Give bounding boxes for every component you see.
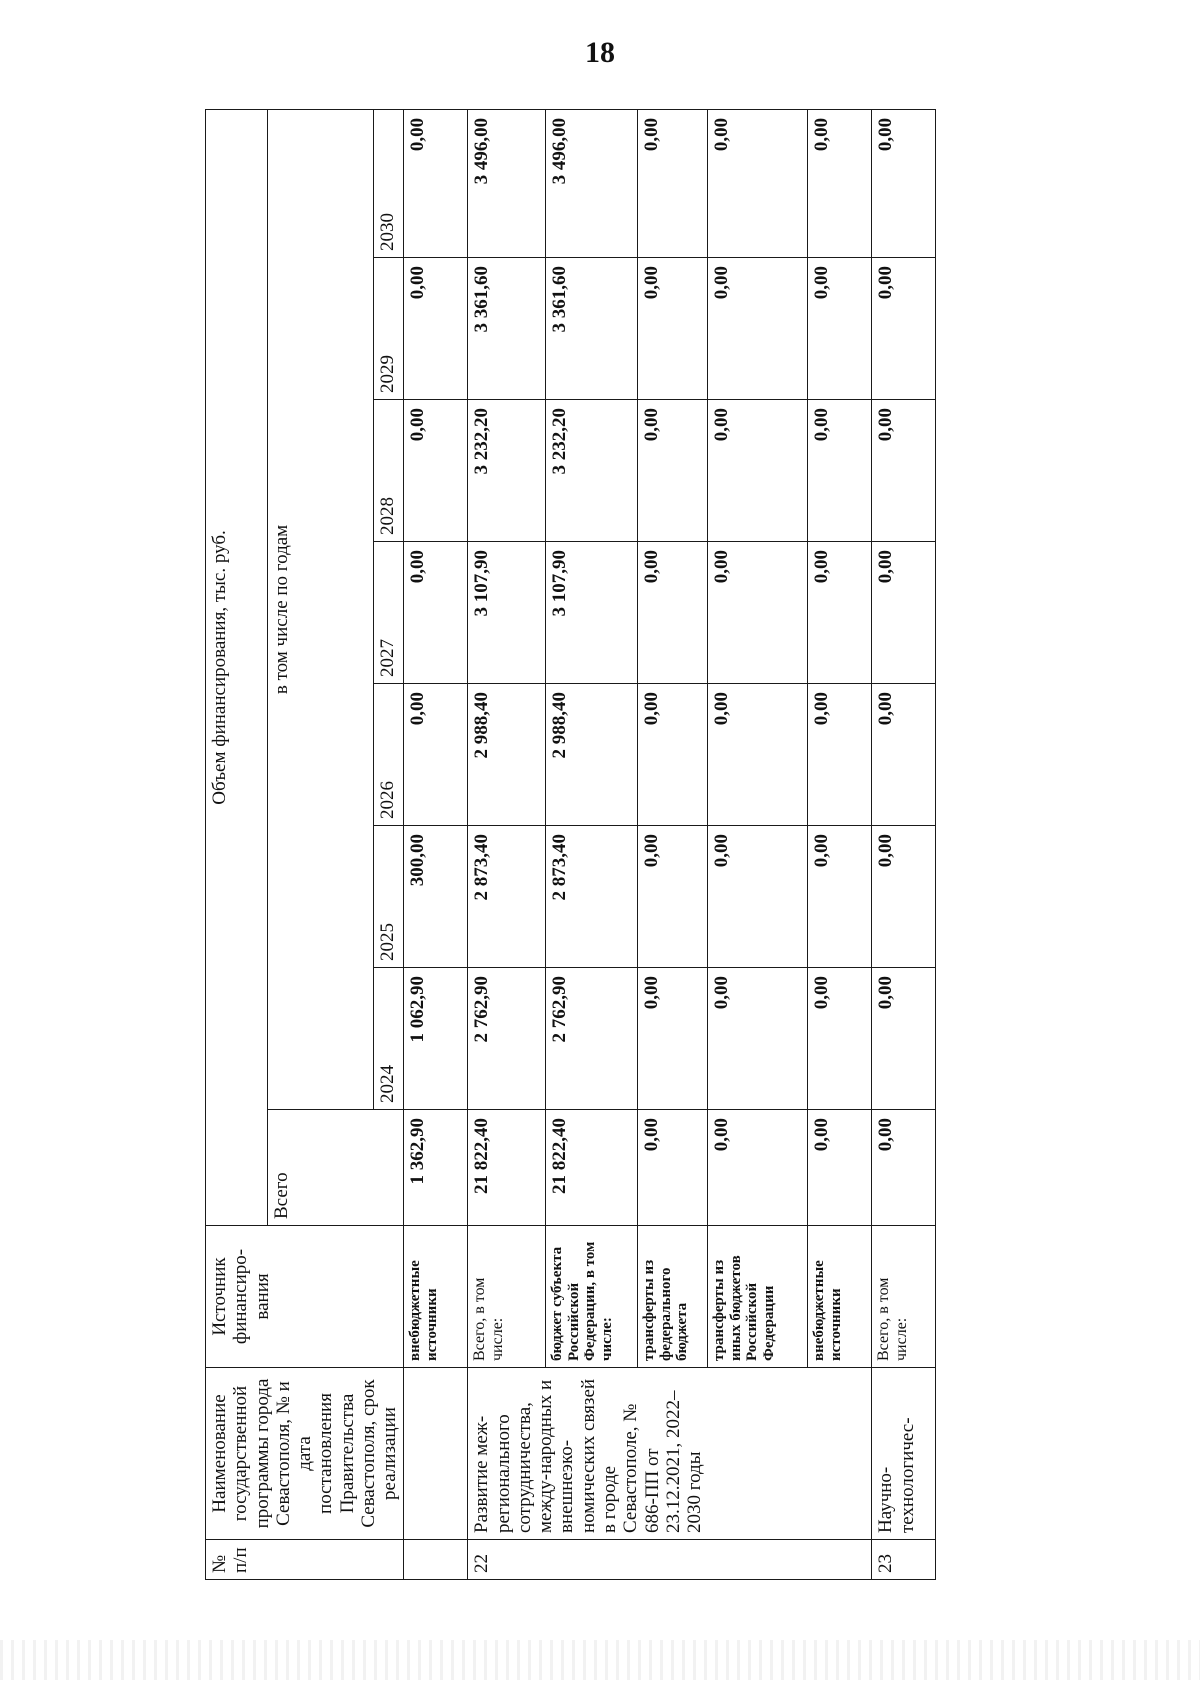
table-row <box>638 109 708 1579</box>
header-program-name: Наименование государственной программы города Севастополя, № и дата постановления Правительства Севастополя, срок реализации <box>206 1368 404 1540</box>
value-cell: 0,00 <box>708 968 808 1110</box>
value-cell: 0,00 <box>708 826 808 968</box>
header-total: Всего <box>268 1110 404 1226</box>
year-2028: 2028 <box>374 400 404 542</box>
value-cell: 3 232,20 <box>546 400 638 542</box>
funding-source: Всего, в том числе: <box>872 1226 936 1368</box>
value-cell: 0,00 <box>404 542 468 684</box>
total-cell: 0,00 <box>638 1110 708 1226</box>
value-cell: 3 107,90 <box>468 542 546 684</box>
value-cell: 0,00 <box>808 826 872 968</box>
funding-source: трансферты из федерального бюджета <box>638 1226 708 1368</box>
table-row <box>468 109 546 1579</box>
scan-noise-strip <box>0 1640 1200 1680</box>
value-cell: 0,00 <box>638 109 708 257</box>
program-name <box>404 1368 468 1540</box>
total-cell: 0,00 <box>808 1110 872 1226</box>
value-cell: 2 762,90 <box>468 968 546 1110</box>
total-cell: 0,00 <box>872 1110 936 1226</box>
value-cell: 0,00 <box>638 258 708 400</box>
header-row-1 <box>206 109 268 1579</box>
value-cell: 0,00 <box>872 542 936 684</box>
value-cell: 3 107,90 <box>546 542 638 684</box>
total-cell: 1 362,90 <box>404 1110 468 1226</box>
value-cell: 0,00 <box>872 968 936 1110</box>
value-cell: 0,00 <box>404 684 468 826</box>
year-2027: 2027 <box>374 542 404 684</box>
value-cell: 0,00 <box>808 258 872 400</box>
value-cell: 3 496,00 <box>546 109 638 257</box>
value-cell: 0,00 <box>638 400 708 542</box>
value-cell: 0,00 <box>708 542 808 684</box>
value-cell: 0,00 <box>638 826 708 968</box>
value-cell: 3 361,60 <box>468 258 546 400</box>
value-cell: 0,00 <box>808 968 872 1110</box>
row-number: 22 <box>468 1540 872 1580</box>
year-2030: 2030 <box>374 109 404 257</box>
value-cell: 300,00 <box>404 826 468 968</box>
funding-source: Всего, в том числе: <box>468 1226 546 1368</box>
row-number <box>404 1540 468 1580</box>
program-name: Развитие меж-регионального сотрудничества, между-народных и внешнеэко-номических связей в городе Севастополе, № 686-ПП от 23.12.2021, 2022–2030 годы <box>468 1368 872 1540</box>
funding-source: трансферты из иных бюджетов Российской Федерации <box>708 1226 808 1368</box>
page-number: 18 <box>585 36 615 69</box>
header-no: № п/п <box>206 1540 404 1580</box>
table-row <box>708 109 808 1579</box>
value-cell: 0,00 <box>404 258 468 400</box>
value-cell: 0,00 <box>404 109 468 257</box>
value-cell: 2 873,40 <box>468 826 546 968</box>
funding-source: внебюджетные источники <box>808 1226 872 1368</box>
value-cell: 0,00 <box>808 684 872 826</box>
value-cell: 2 762,90 <box>546 968 638 1110</box>
value-cell: 3 496,00 <box>468 109 546 257</box>
value-cell: 0,00 <box>808 109 872 257</box>
program-name: Научно-технологичес- <box>872 1368 936 1540</box>
year-2029: 2029 <box>374 258 404 400</box>
table-row <box>546 109 638 1579</box>
value-cell: 0,00 <box>708 109 808 257</box>
value-cell: 0,00 <box>708 684 808 826</box>
total-cell: 21 822,40 <box>468 1110 546 1226</box>
year-2024: 2024 <box>374 968 404 1110</box>
value-cell: 3 361,60 <box>546 258 638 400</box>
value-cell: 0,00 <box>872 109 936 257</box>
value-cell: 0,00 <box>872 400 936 542</box>
value-cell: 2 873,40 <box>546 826 638 968</box>
value-cell: 0,00 <box>638 968 708 1110</box>
header-source: Источник финансиро-вания <box>206 1226 404 1368</box>
value-cell: 0,00 <box>808 542 872 684</box>
value-cell: 0,00 <box>708 258 808 400</box>
value-cell: 0,00 <box>808 400 872 542</box>
total-cell: 0,00 <box>708 1110 808 1226</box>
year-2026: 2026 <box>374 684 404 826</box>
value-cell: 2 988,40 <box>546 684 638 826</box>
total-cell: 21 822,40 <box>546 1110 638 1226</box>
value-cell: 1 062,90 <box>404 968 468 1110</box>
value-cell: 0,00 <box>638 542 708 684</box>
funding-source: внебюджетные источники <box>404 1226 468 1368</box>
financing-table <box>205 109 936 1580</box>
table-row <box>872 109 936 1579</box>
year-2025: 2025 <box>374 826 404 968</box>
value-cell: 3 232,20 <box>468 400 546 542</box>
value-cell: 0,00 <box>872 684 936 826</box>
funding-source: бюджет субъекта Российской Федерации, в том числе: <box>546 1226 638 1368</box>
value-cell: 2 988,40 <box>468 684 546 826</box>
table-row <box>808 109 872 1579</box>
header-by-years: в том числе по годам <box>268 109 374 1109</box>
value-cell: 0,00 <box>404 400 468 542</box>
value-cell: 0,00 <box>872 826 936 968</box>
header-volume: Объем финансирования, тыс. руб. <box>206 109 268 1225</box>
value-cell: 0,00 <box>872 258 936 400</box>
table-row <box>404 109 468 1579</box>
rotated-table-container <box>205 110 1040 1580</box>
row-number: 23 <box>872 1540 936 1580</box>
value-cell: 0,00 <box>638 684 708 826</box>
value-cell: 0,00 <box>708 400 808 542</box>
